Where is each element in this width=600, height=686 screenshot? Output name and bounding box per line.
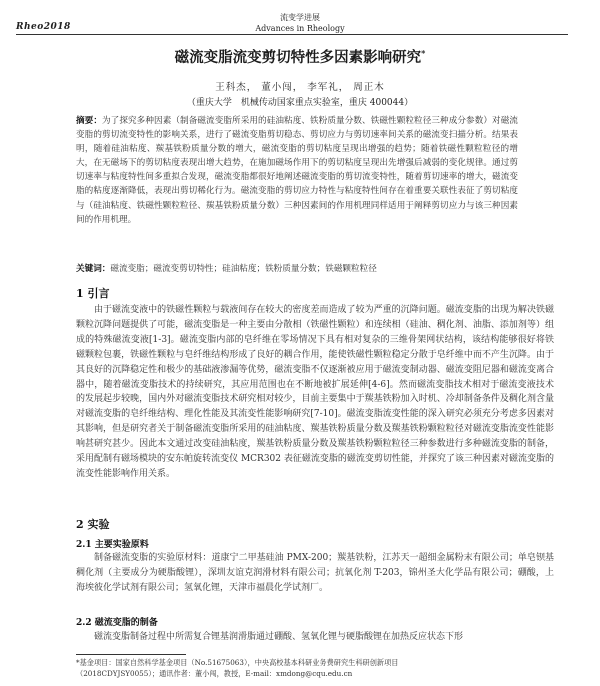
keywords [76, 262, 556, 274]
paper-title [0, 46, 600, 67]
keywords-label: 关键词： [76, 264, 111, 274]
intro-paragraph: 由于磁流变液中的铁磁性颗粒与载液间存在较大的密度差而造成了较为严重的沉降问题。磁流变脂的出现为解决铁磁颗粒沉降问题提供了可能，磁流变脂是一种主要由分散相（铁磁性颗粒）和连续相（硅油、稠化剂、油脂、添加剂等）组成的特殊磁流变液[1-3]。磁流变脂内部的皂纤维在零场情况下具有相对复杂的三维骨架网状结构，该结构能够很好将铁磁颗粒包裹，铁磁性颗粒与皂纤维结构形成了良好的耦合作用，能使铁磁性颗粒稳定分散于皂纤维中而不产生沉降。由于其良好的沉降稳定性和极少的基础液渗漏等优势，磁流变脂不仅逐渐被应用于磁流变制动器、磁流变阻尼器和磁流变离合器中，随着磁流变脂技术的持续研究，其应用范围也在不断地被扩展延伸[4-6]。然而磁流变脂技术相对于磁流变液技术的发展起步较晚，国内外对磁流变脂技术研究相对较少，目前主要集中于羰基铁粉加入时机、冷却制备条件及稠化剂含量对磁流变脂的皂纤维结构、理化性能及其流变性能影响研究[7-10]。磁流变脂流变性能的深入研究必须充分考虑多因素对其影响，但是研究者关于制备磁流变脂所采用的硅油粘度、羰基铁粉质量分数及羰基铁粉颗粒粒径对磁流变脂流变性能影响甚研究甚少。因此本文通过改变硅油粘度，羰基铁粉质量分数及羰基铁粉颗粒粒径三种参数进行多种磁流变脂的制备，采用配制有磁场模块的安东帕旋转流变仪 MCR302 表征磁流变脂的磁流变剪切性能，并探究了该三种因素对磁流变脂的流变性能影响作用关系。 [76, 305, 554, 479]
footnote [76, 657, 554, 679]
journal-name-en: Advances in Rheology [255, 24, 345, 33]
abstract [76, 114, 518, 227]
footnote-funding: *基金项目：国家自然科学基金项目（No.51675063），中央高校基本科研业务费研究生科研创新项目 [76, 658, 399, 667]
subsection-heading-preparation: 2.2 磁流变脂的制备 [76, 618, 158, 628]
section-heading-experiment: 2 实验 [76, 518, 110, 531]
journal-logo: Rheo2018 [16, 22, 71, 32]
running-header [0, 12, 600, 34]
title-text: 磁流变脂流变剪切特性多因素影响研究 [174, 49, 422, 66]
keywords-text: 磁流变脂；磁流变剪切特性；硅油粘度；铁粉质量分数；铁磁颗粒粒径 [110, 264, 377, 274]
header-rule [16, 34, 568, 35]
subsection-heading-materials: 2.1 主要实验原料 [76, 540, 149, 550]
title-footnote-mark: * [421, 48, 426, 59]
author-list: 王科杰， 董小闯， 李军礼， 周正木 [215, 82, 385, 93]
materials-paragraph: 制备磁流变脂的实验原材料：道康宁二甲基硅油 PMX-200；羰基铁粉，江苏天一超细金属粉末有限公司；单皂钡基稠化剂（主要成分为硬脂酸锂），深圳友谊克润滑材料有限公司；抗氧化剂 T-203，锦州圣大化学品有限公司；硼酸，上海埃彼化学试剂有限公司；氢氧化锂，天津市福晨化学试剂厂。 [76, 553, 554, 594]
abstract-text: 为了探究多种因素（制备磁流变脂所采用的硅油粘度、铁粉质量分数、铁磁性颗粒粒径三种成分参数）对磁流变脂的剪切流变特性的影响关系，进行了磁流变脂剪切稳态、剪切应力与剪切速率间关系的磁流变扫描分析。结果表明，随着硅油粘度、羰基铁粉质量分数的增大，磁流变脂的剪切粘度呈现出增强的趋势；随着铁磁性颗粒粒径的增大，在无磁场下的剪切粘度表现出增大趋势，在施加磁场作用下的剪切粘度呈现出先增强后减弱的变化规律。通过剪切速率与粘度特性间多重拟合发现，磁流变脂都很好地阐述磁流变脂的剪切流变特性，随着剪切速率的增大，磁流变脂的粘度逐渐降低，表现出剪切稀化行为。磁流变脂的剪切应力特性与粘度特性间存在着重要关联性表征了剪切粘度与（硅油粘度、铁磁性颗粒粒径、羰基铁粉质量分数）三种因素间的作用机理同样适用于阐释剪切应力与该三种因素间的作用机理。 [76, 116, 518, 225]
preparation-paragraph: 磁流变脂制备过程中所需复合锂基润滑脂通过硼酸、氢氧化锂与硬脂酸锂在加热反应状态下形 [94, 632, 464, 642]
footnote-rule [76, 654, 186, 655]
affiliation: （重庆大学 机械传动国家重点实验室，重庆 400044） [186, 98, 414, 108]
journal-name-cn: 流变学进展 [280, 13, 320, 22]
footnote-contact: （2018CDYJSY0055）；通讯作者：董小闯，教授，E-mail：xmdong@cqu.edu.cn [76, 669, 353, 678]
section-heading-intro: 1 引言 [76, 287, 110, 300]
abstract-label: 摘要： [76, 116, 103, 126]
